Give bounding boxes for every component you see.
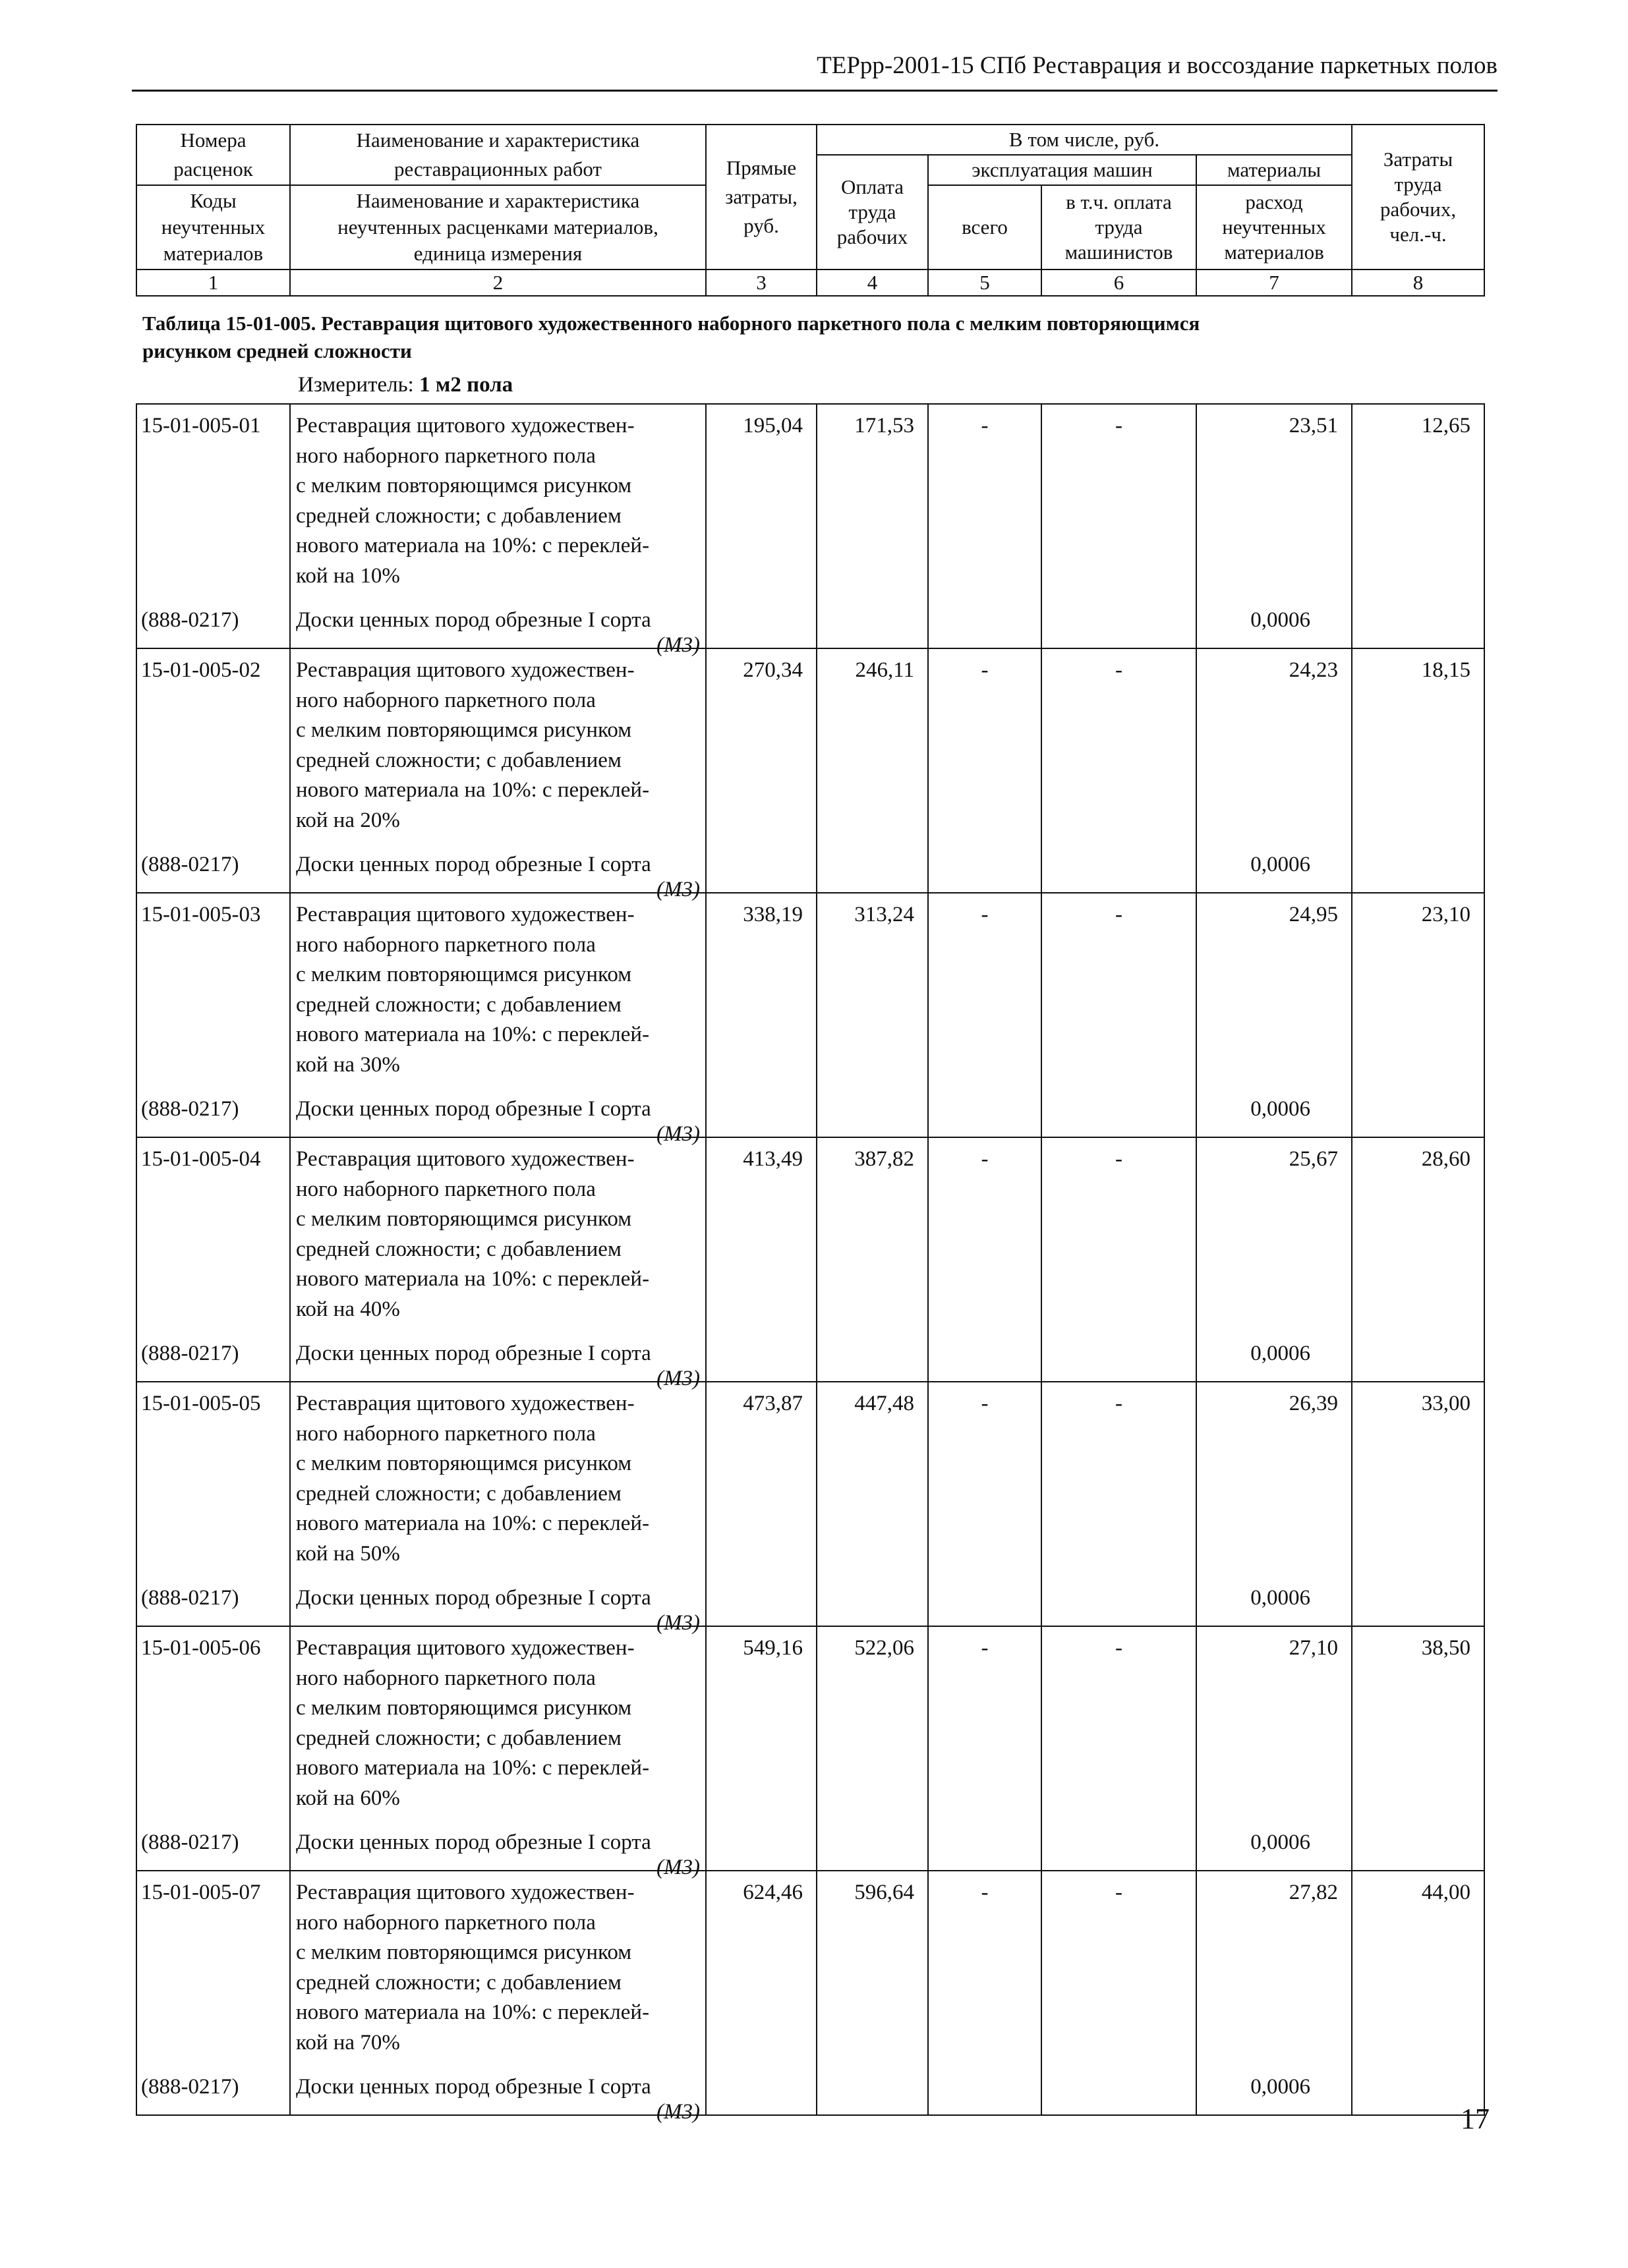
description-line: ного наборного паркетного пола xyxy=(296,1910,596,1935)
description-line: средней сложности; с добавлением xyxy=(296,748,622,772)
header-materials: материалы xyxy=(1196,155,1352,185)
material-name: Доски ценных пород обрезные I сорта xyxy=(296,1342,651,1365)
labor-hours-cell: 44,00 xyxy=(1352,1871,1484,2115)
description-line: нового материала на 10%: с переклей- xyxy=(296,778,650,802)
description-line: нового материала на 10%: с переклей- xyxy=(296,1267,650,1291)
materials-cell: 27,82 0,0006 xyxy=(1196,1871,1352,2115)
material-rate: 0,0006 xyxy=(1250,2075,1310,2099)
header-work-name: Наименование и характеристика реставрационных работ xyxy=(290,125,706,185)
column-number: 8 xyxy=(1352,269,1484,296)
description-line: кой на 20% xyxy=(296,808,400,832)
material-name: Доски ценных пород обрезные I сорта xyxy=(296,2075,651,2099)
rate-code: 15-01-005-06 xyxy=(141,1636,261,1660)
rate-code: 15-01-005-02 xyxy=(141,658,261,682)
worker-pay-cell: 596,64 xyxy=(817,1871,928,2115)
code-cell xyxy=(136,1137,290,1382)
labor-hours-cell: 12,65 xyxy=(1352,404,1484,648)
column-number: 7 xyxy=(1196,269,1352,296)
code-cell xyxy=(136,1382,290,1626)
table-row xyxy=(136,893,1484,1137)
column-number: 4 xyxy=(817,269,928,296)
material-code: (888-0217) xyxy=(141,1097,239,1121)
material-name: Доски ценных пород обрезные I сорта xyxy=(296,853,651,876)
table-caption: Таблица 15-01-005. Реставрация щитового художественного наборного паркетного пола с мелким повторяющимся рисунком средней сложности xyxy=(142,312,1200,362)
description-line: с мелким повторяющимся рисунком xyxy=(296,1696,632,1720)
material-rate: 0,0006 xyxy=(1250,608,1310,632)
code-cell xyxy=(136,648,290,893)
column-number: 5 xyxy=(928,269,1041,296)
description-line: средней сложности; с добавлением xyxy=(296,992,622,1017)
description-line: Реставрация щитового художествен- xyxy=(296,414,635,438)
machines-total-cell: - xyxy=(928,1382,1041,1626)
description-line: ного наборного паркетного пола xyxy=(296,443,596,468)
worker-pay-cell: 313,24 xyxy=(817,893,928,1137)
description-line: кой на 30% xyxy=(296,1052,400,1077)
header-material-name: Наименование и характеристика неучтенных расценками материалов, единица измерения xyxy=(290,185,706,269)
header-machines: эксплуатация машин xyxy=(928,155,1196,185)
description-line: средней сложности; с добавлением xyxy=(296,1726,622,1750)
description-line: с мелким повторяющимся рисунком xyxy=(296,963,632,986)
description-line: ного наборного паркетного пола xyxy=(296,932,596,957)
machinists-pay-cell: - xyxy=(1041,1871,1196,2115)
rate-code: 15-01-005-07 xyxy=(141,1881,261,1904)
header-rate-numbers: Номера расценок xyxy=(136,125,290,185)
code-cell xyxy=(136,1871,290,2115)
description-line: с мелким повторяющимся рисунком xyxy=(296,474,632,497)
table-row xyxy=(136,1871,1484,2115)
description-line: Реставрация щитового художествен- xyxy=(296,1147,635,1171)
column-number: 3 xyxy=(706,269,817,296)
material-rate: 0,0006 xyxy=(1250,1830,1310,1854)
material-unit: (М3) xyxy=(656,1856,700,1879)
direct-costs-cell: 195,04 xyxy=(706,404,817,648)
labor-hours-cell: 33,00 xyxy=(1352,1382,1484,1626)
description-line: средней сложности; с добавлением xyxy=(296,1970,622,1995)
header-machines-total: всего xyxy=(928,185,1041,269)
worker-pay-cell: 246,11 xyxy=(817,648,928,893)
worker-pay-cell: 387,82 xyxy=(817,1137,928,1382)
materials-cell: 27,10 0,0006 xyxy=(1196,1626,1352,1871)
description-line: с мелким повторяющимся рисунком xyxy=(296,1941,632,1964)
description-line: с мелким повторяющимся рисунком xyxy=(296,1452,632,1475)
machinists-pay-cell: - xyxy=(1041,1382,1196,1626)
material-code: (888-0217) xyxy=(141,1342,239,1365)
labor-hours-cell: 18,15 xyxy=(1352,648,1484,893)
description-cell xyxy=(290,404,706,657)
worker-pay-cell: 522,06 xyxy=(817,1626,928,1871)
running-head: ТЕРрр-2001-15 СПб Реставрация и воссоздание паркетных полов xyxy=(817,52,1497,79)
page-number: 17 xyxy=(1461,2103,1490,2135)
material-unit: (М3) xyxy=(656,1611,700,1635)
machinists-pay-cell: - xyxy=(1041,893,1196,1137)
material-code: (888-0217) xyxy=(141,1830,239,1854)
column-number: 6 xyxy=(1041,269,1196,296)
direct-costs-cell: 624,46 xyxy=(706,1871,817,2115)
machines-total-cell: - xyxy=(928,893,1041,1137)
labor-hours-cell: 38,50 xyxy=(1352,1626,1484,1871)
description-line: кой на 50% xyxy=(296,1541,400,1566)
material-rate: 0,0006 xyxy=(1250,1586,1310,1610)
description-line: с мелким повторяющимся рисунком xyxy=(296,718,632,742)
header-material-consumption: расход неучтенных материалов xyxy=(1196,185,1352,269)
materials-cell: 26,39 0,0006 xyxy=(1196,1382,1352,1626)
table-row xyxy=(136,1382,1484,1626)
worker-pay-cell: 447,48 xyxy=(817,1382,928,1626)
labor-hours-cell: 23,10 xyxy=(1352,893,1484,1137)
description-line: Реставрация щитового художествен- xyxy=(296,1636,635,1660)
description-cell xyxy=(290,1137,706,1390)
material-code: (888-0217) xyxy=(141,853,239,876)
rate-code: 15-01-005-01 xyxy=(141,414,261,438)
description-line: ного наборного паркетного пола xyxy=(296,1421,596,1446)
direct-costs-cell: 413,49 xyxy=(706,1137,817,1382)
machines-total-cell: - xyxy=(928,1871,1041,2115)
code-cell xyxy=(136,404,290,648)
header-direct-costs: Прямые затраты, руб. xyxy=(706,125,817,269)
measure-unit: Измеритель: 1 м2 пола xyxy=(298,373,513,397)
machinists-pay-cell: - xyxy=(1041,648,1196,893)
description-line: кой на 60% xyxy=(296,1786,400,1810)
rate-code: 15-01-005-03 xyxy=(141,903,261,926)
material-name: Доски ценных пород обрезные I сорта xyxy=(296,608,651,632)
direct-costs-cell: 473,87 xyxy=(706,1382,817,1626)
description-line: Реставрация щитового художествен- xyxy=(296,658,635,682)
material-code: (888-0217) xyxy=(141,608,239,632)
table-row xyxy=(136,1626,1484,1871)
machines-total-cell: - xyxy=(928,648,1041,893)
rate-code: 15-01-005-04 xyxy=(141,1147,261,1171)
materials-cell: 24,95 0,0006 xyxy=(1196,893,1352,1137)
table-row xyxy=(136,404,1484,648)
material-rate: 0,0006 xyxy=(1250,853,1310,876)
direct-costs-cell: 338,19 xyxy=(706,893,817,1137)
description-line: кой на 10% xyxy=(296,563,400,588)
materials-cell: 23,51 0,0006 xyxy=(1196,404,1352,648)
description-line: Реставрация щитового художествен- xyxy=(296,1881,635,1904)
description-cell xyxy=(290,648,706,901)
direct-costs-cell: 549,16 xyxy=(706,1626,817,1871)
rate-code: 15-01-005-05 xyxy=(141,1392,261,1415)
description-line: Реставрация щитового художествен- xyxy=(296,1392,635,1415)
description-line: средней сложности; с добавлением xyxy=(296,1481,622,1506)
column-number: 2 xyxy=(290,269,706,296)
table-row xyxy=(136,1137,1484,1382)
labor-hours-cell: 28,60 xyxy=(1352,1137,1484,1382)
material-unit: (М3) xyxy=(656,2100,700,2124)
description-line: кой на 70% xyxy=(296,2030,400,2055)
material-code: (888-0217) xyxy=(141,1586,239,1610)
material-unit: (М3) xyxy=(656,878,700,901)
description-line: с мелким повторяющимся рисунком xyxy=(296,1207,632,1231)
description-cell xyxy=(290,1871,706,2124)
machines-total-cell: - xyxy=(928,1626,1041,1871)
description-cell xyxy=(290,1626,706,1879)
machinists-pay-cell: - xyxy=(1041,404,1196,648)
description-line: ного наборного паркетного пола xyxy=(296,688,596,712)
header-rule xyxy=(132,90,1497,92)
machinists-pay-cell: - xyxy=(1041,1626,1196,1871)
description-line: средней сложности; с добавлением xyxy=(296,1237,622,1261)
description-cell xyxy=(290,1382,706,1635)
column-number: 1 xyxy=(136,269,290,296)
material-unit: (М3) xyxy=(656,1122,700,1146)
materials-cell: 24,23 0,0006 xyxy=(1196,648,1352,893)
material-name: Доски ценных пород обрезные I сорта xyxy=(296,1097,651,1121)
description-line: ного наборного паркетного пола xyxy=(296,1177,596,1201)
material-unit: (М3) xyxy=(656,1367,700,1390)
header-machinists-pay: в т.ч. оплата труда машинистов xyxy=(1041,185,1196,269)
materials-cell: 25,67 0,0006 xyxy=(1196,1137,1352,1382)
description-line: нового материала на 10%: с переклей- xyxy=(296,1756,650,1780)
description-line: нового материала на 10%: с переклей- xyxy=(296,534,650,557)
material-code: (888-0217) xyxy=(141,2075,239,2099)
material-rate: 0,0006 xyxy=(1250,1097,1310,1121)
description-line: средней сложности; с добавлением xyxy=(296,503,622,528)
machines-total-cell: - xyxy=(928,404,1041,648)
header-worker-pay: Оплата труда рабочих xyxy=(817,155,928,269)
worker-pay-cell: 171,53 xyxy=(817,404,928,648)
description-line: ного наборного паркетного пола xyxy=(296,1666,596,1690)
machines-total-cell: - xyxy=(928,1137,1041,1382)
code-cell xyxy=(136,1626,290,1871)
description-line: кой на 40% xyxy=(296,1297,400,1321)
table-row xyxy=(136,648,1484,893)
header-material-codes: Коды неучтенных материалов xyxy=(136,185,290,269)
material-name: Доски ценных пород обрезные I сорта xyxy=(296,1586,651,1610)
header-group-label: В том числе, руб. xyxy=(817,125,1352,155)
rates-table xyxy=(136,403,1485,2124)
header-labor-hours: Затраты труда рабочих, чел.-ч. xyxy=(1352,125,1484,269)
material-name: Доски ценных пород обрезные I сорта xyxy=(296,1830,651,1854)
description-line: нового материала на 10%: с переклей- xyxy=(296,1512,650,1535)
description-line: нового материала на 10%: с переклей- xyxy=(296,2000,650,2024)
machinists-pay-cell: - xyxy=(1041,1137,1196,1382)
description-cell xyxy=(290,893,706,1146)
code-cell xyxy=(136,893,290,1137)
description-line: Реставрация щитового художествен- xyxy=(296,903,635,926)
table-header xyxy=(136,124,1485,297)
direct-costs-cell: 270,34 xyxy=(706,648,817,893)
description-line: нового материала на 10%: с переклей- xyxy=(296,1023,650,1046)
material-rate: 0,0006 xyxy=(1250,1342,1310,1365)
material-unit: (М3) xyxy=(656,633,700,657)
